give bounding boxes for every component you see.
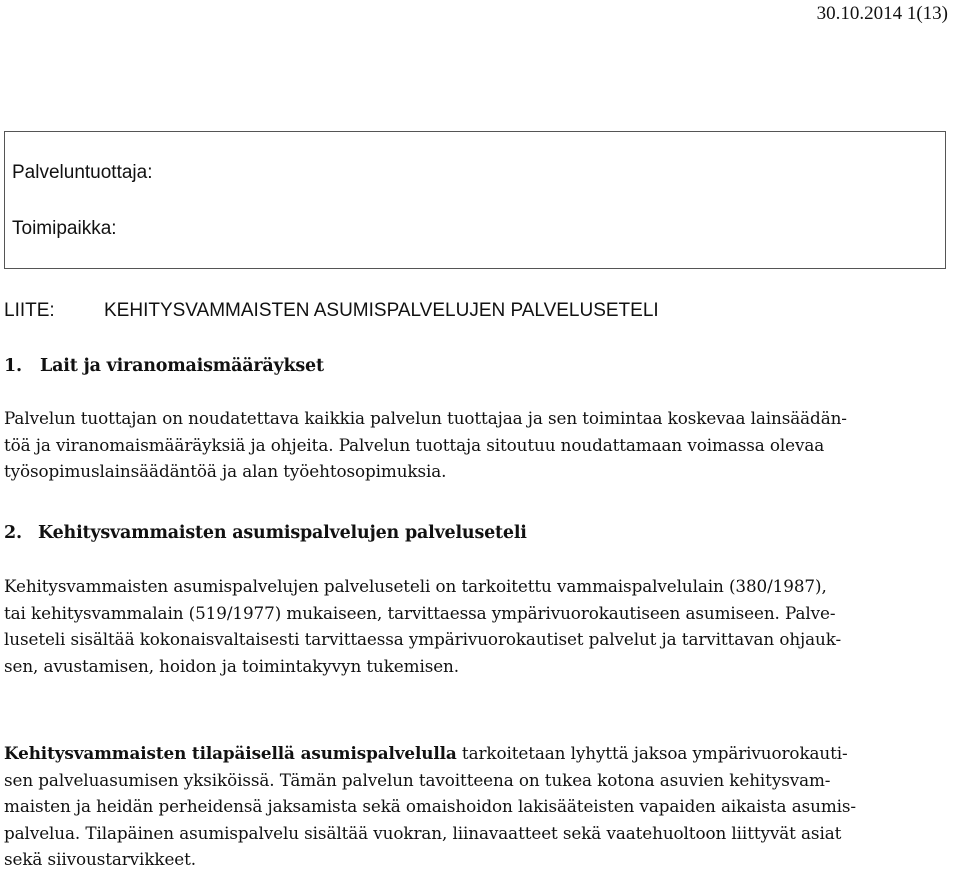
attachment-heading (4, 300, 659, 322)
section-1-heading (4, 356, 324, 376)
paragraph-line: sen palveluasumisen yksiköissä. Tämän palvelun tavoitteena on tukea kotona asuvien kehitysvam- (4, 769, 831, 790)
section-2-title: Kehitysvammaisten asumispalvelujen palveluseteli (38, 523, 527, 543)
paragraph-line: Palvelun tuottajan on noudatettava kaikkia palvelun tuottajaa ja sen toimintaa koskevaa lainsäädän- (4, 408, 847, 428)
attachment-label: LIITE: (4, 300, 55, 321)
provider-info-box (4, 131, 946, 269)
paragraph-line: tai kehitysvammalain (519/1977) mukaiseen, tarvittaessa ympärivuorokautiseen asumiseen. Palve- (4, 602, 836, 623)
provider-label: Palveluntuottaja: (12, 162, 153, 183)
temporary-housing-lead: Kehitysvammaisten tilapäisellä asumispalvelulla (4, 743, 457, 763)
paragraph-line: työsopimuslainsäädäntöä ja alan työehtosopimuksia. (4, 461, 447, 482)
section-2-heading (4, 523, 527, 543)
section-1-number: 1. (4, 356, 22, 376)
attachment-title: KEHITYSVAMMAISTEN ASUMISPALVELUJEN PALVELUSETELI (104, 300, 659, 321)
section-1-paragraph (4, 405, 940, 485)
paragraph-line: sekä siivoustarvikkeet. (4, 849, 196, 870)
paragraph-line: sen, avustamisen, hoidon ja toimintakyvyn tukemisen. (4, 655, 459, 676)
document-date-page: 30.10.2014 1(13) (816, 3, 948, 24)
temporary-housing-paragraph (4, 740, 940, 873)
paragraph-line: töä ja viranomaismääräyksiä ja ohjeita. Palvelun tuottaja sitoutuu noudattamaan voimassa olevaa (4, 434, 825, 455)
paragraph-line-rest: tarkoitetaan lyhyttä jaksoa ympärivuorokauti- (456, 743, 848, 763)
section-2-number: 2. (4, 523, 22, 543)
section-2-paragraph (4, 573, 940, 679)
paragraph-line: luseteli sisältää kokonaisvaltaisesti tarvittaessa ympärivuorokautiset palvelut ja tarvittavan ohjauk- (4, 629, 842, 650)
section-1-title: Lait ja viranomaismääräykset (40, 356, 324, 376)
location-label: Toimipaikka: (12, 218, 117, 239)
paragraph-line: palvelua. Tilapäinen asumispalvelu sisältää vuokran, liinavaatteet sekä vaatehuoltoon liittyvät asiat (4, 822, 842, 843)
paragraph-line: maisten ja heidän perheidensä jaksamista sekä omaishoidon lakisääteisten vapaiden aikaista asumis- (4, 796, 856, 817)
paragraph-line (4, 740, 940, 767)
paragraph-line: Kehitysvammaisten asumispalvelujen palveluseteli on tarkoitettu vammaispalvelulain (380/1987), (4, 576, 827, 596)
